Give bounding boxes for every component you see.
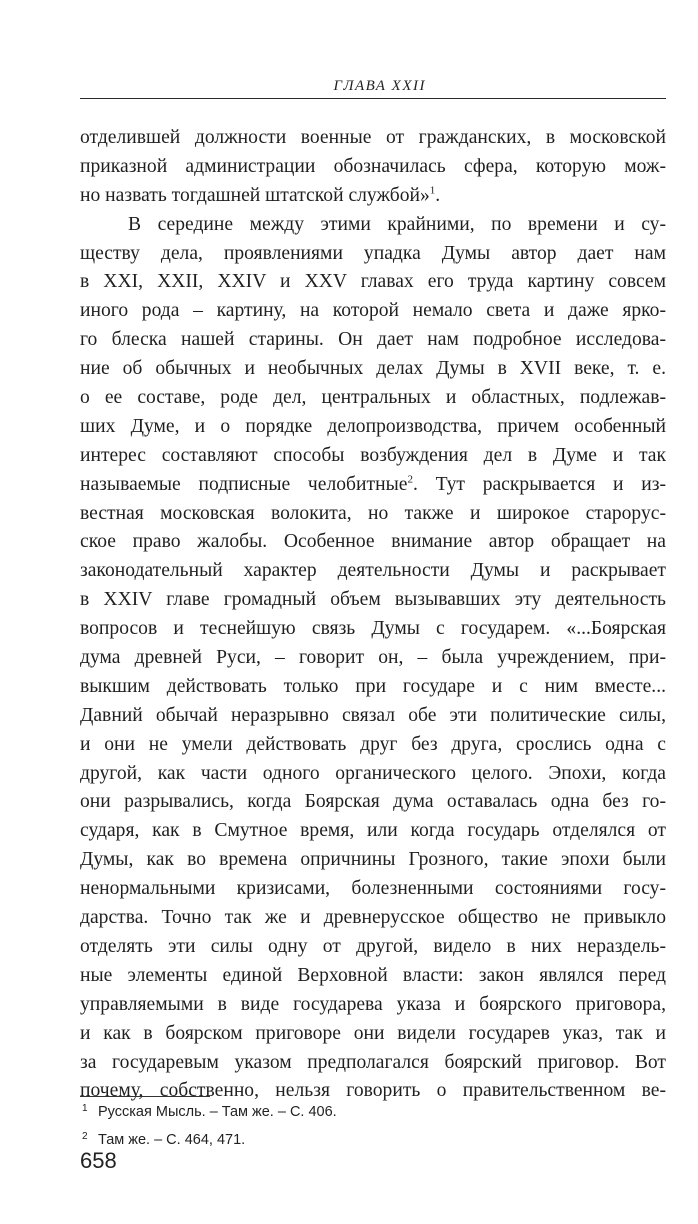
text-line: в XXI, XXII, XXIV и XXV главах его труда картину совсем: [80, 271, 666, 293]
text-line: вопросов и теснейшую связь Думы с государем. «...Боярская: [80, 618, 666, 640]
text-line: и как в боярском приговоре они видели государев указ, так и: [80, 1022, 666, 1044]
text-line: приказной администрации обозначилась сфера, которую мож-: [80, 155, 666, 177]
text-line: ское право жалобы. Особенное внимание автор обращает на: [80, 531, 666, 553]
footnote: [82, 1102, 337, 1122]
text-line: почему, собственно, нельзя говорить о правительственном ве-: [80, 1080, 666, 1102]
text-line: называемые подписные челобитные$^2$. Тут раскрывается и из-: [80, 473, 666, 495]
text-line: ших Думе, и о порядке делопроизводства, причем особенный: [80, 415, 666, 437]
text-line: иного рода – картину, на которой немало света и даже ярко-: [80, 300, 666, 322]
text-line: ществу дела, проявлениями упадка Думы автор дает нам: [80, 242, 666, 264]
text-line: ные элементы единой Верховной власти: закон являлся перед: [80, 964, 666, 986]
running-header: [80, 76, 666, 99]
text-line: выкшим действовать только при государе и с ним вместе...: [80, 675, 666, 697]
text-line: ненормальными кризисами, болезненными состояниями госу-: [80, 878, 666, 900]
text-line: ние об обычных и необычных делах Думы в XVII веке, т. е.: [80, 358, 666, 380]
text-line: Думы, как во времена опричнины Грозного, такие эпохи были: [80, 849, 666, 871]
text-line: законодательный характер деятельности Думы и раскрывает: [80, 560, 666, 582]
footnote-divider: [80, 1096, 210, 1097]
footnote-text: Там же. – С. 464, 471.: [98, 1132, 246, 1148]
footnote: [82, 1130, 245, 1150]
text-line: дума древней Руси, – говорит он, – была учреждением, при-: [80, 647, 666, 669]
page-number: 658: [80, 1148, 117, 1173]
text-line: сударя, как в Смутное время, или когда государь отделялся от: [80, 820, 666, 842]
text-line: они разрывались, когда Боярская дума оставалась одна без го-: [80, 791, 666, 813]
text-line: вестная московская волокита, но также и широкое старорус-: [80, 502, 666, 524]
text-line: отделившей должности военные от гражданских, в московской: [80, 127, 666, 148]
text-line: другой, как части одного органического целого. Эпохи, когда: [80, 762, 666, 784]
footnote-mark: 1: [82, 1103, 88, 1114]
main-text: [80, 124, 666, 1106]
text-line: но назвать тогдашней штатской службой»$^1$.: [80, 184, 441, 206]
footnote-ref: 2: [407, 473, 413, 486]
text-line: Давний обычай неразрывно связал обе эти политические силы,: [80, 704, 666, 726]
footnote-ref: 1: [429, 184, 436, 197]
text-line: отделять эти силы одну от другой, видело в них нераздель-: [80, 935, 666, 957]
text-line: В середине между этими крайними, по времени и су-: [128, 213, 666, 235]
text-line: за государевым указом предполагался боярский приговор. Вот: [80, 1051, 666, 1073]
text-line: интерес составляют способы возбуждения дел в Думе и так: [80, 444, 666, 466]
text-line: в XXIV главе громадный объем вызывавших эту деятельность: [80, 589, 666, 611]
chapter-title: ГЛАВА XXII: [333, 78, 426, 94]
text-line: о ее составе, роде дел, центральных и областных, подлежав-: [80, 387, 666, 409]
text-line: и они не умели действовать друг без друга, срослись одна с: [80, 733, 666, 755]
footnote-text: Русская Мысль. – Там же. – С. 406.: [98, 1104, 337, 1120]
text-line: управляемыми в виде государева указа и боярского приговора,: [80, 993, 666, 1015]
text-line: го блеска нашей старины. Он дает нам подробное исследова-: [80, 329, 666, 351]
text-line: дарства. Точно так же и древнерусское общество не привыкло: [80, 907, 666, 929]
footnote-mark: 2: [82, 1131, 88, 1142]
